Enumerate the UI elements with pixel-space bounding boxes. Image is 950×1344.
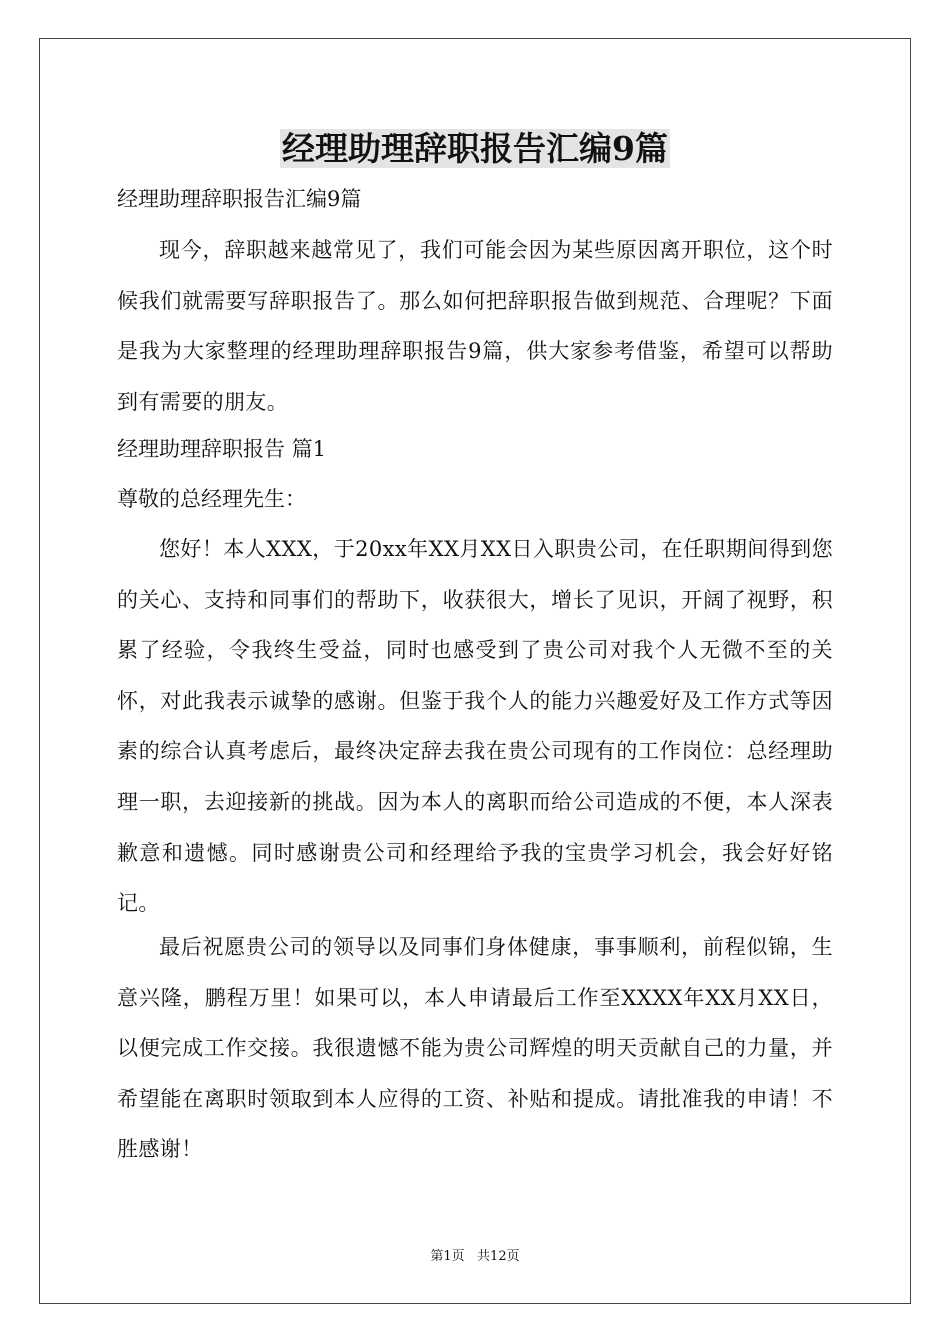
document-subtitle: 经理助理辞职报告汇编9篇 xyxy=(117,187,362,211)
section-heading: 经理助理辞职报告 篇1 xyxy=(117,437,327,461)
document-title-wrapper xyxy=(0,126,950,172)
body-paragraph-2: 最后祝愿贵公司的领导以及同事们身体健康，事事顺利，前程似锦，生意兴隆，鹏程万里！如果可以，本人申请最后工作至XXXX年XX月XX日，以便完成工作交接。我很遗憾不能为贵公司辉煌的明天贡献自己的力量，并希望能在离职时领取到本人应得的工资、补贴和提成。请批准我的申请！不胜感谢！ xyxy=(117,935,833,1162)
page-indicator: 第1页 共12页 xyxy=(430,1249,520,1264)
intro-paragraph: 现今，辞职越来越常见了，我们可能会因为某些原因离开职位，这个时候我们就需要写辞职报告了。那么如何把辞职报告做到规范、合理呢？下面是我为大家整理的经理助理辞职报告9篇，供大家参考借鉴，希望可以帮助到有需要的朋友。 xyxy=(117,238,833,414)
document-title: 经理助理辞职报告汇编9篇 xyxy=(282,129,668,168)
body-paragraph-1: 您好！本人XXX，于20xx年XX月XX日入职贵公司，在任职期间得到您的关心、支持和同事们的帮助下，收获很大，增长了见识，开阔了视野，积累了经验，令我终生受益，同时也感受到了贵公司对我个人无微不至的关怀，对此我表示诚挚的感谢。但鉴于我个人的能力兴趣爱好及工作方式等因素的综合认真考虑后，最终决定辞去我在贵公司现有的工作岗位：总经理助理一职，去迎接新的挑战。因为本人的离职而给公司造成的不便，本人深表歉意和遗憾。同时感谢贵公司和经理给予我的宝贵学习机会，我会好好铭记。 xyxy=(117,537,833,916)
salutation: 尊敬的总经理先生： xyxy=(117,487,306,511)
